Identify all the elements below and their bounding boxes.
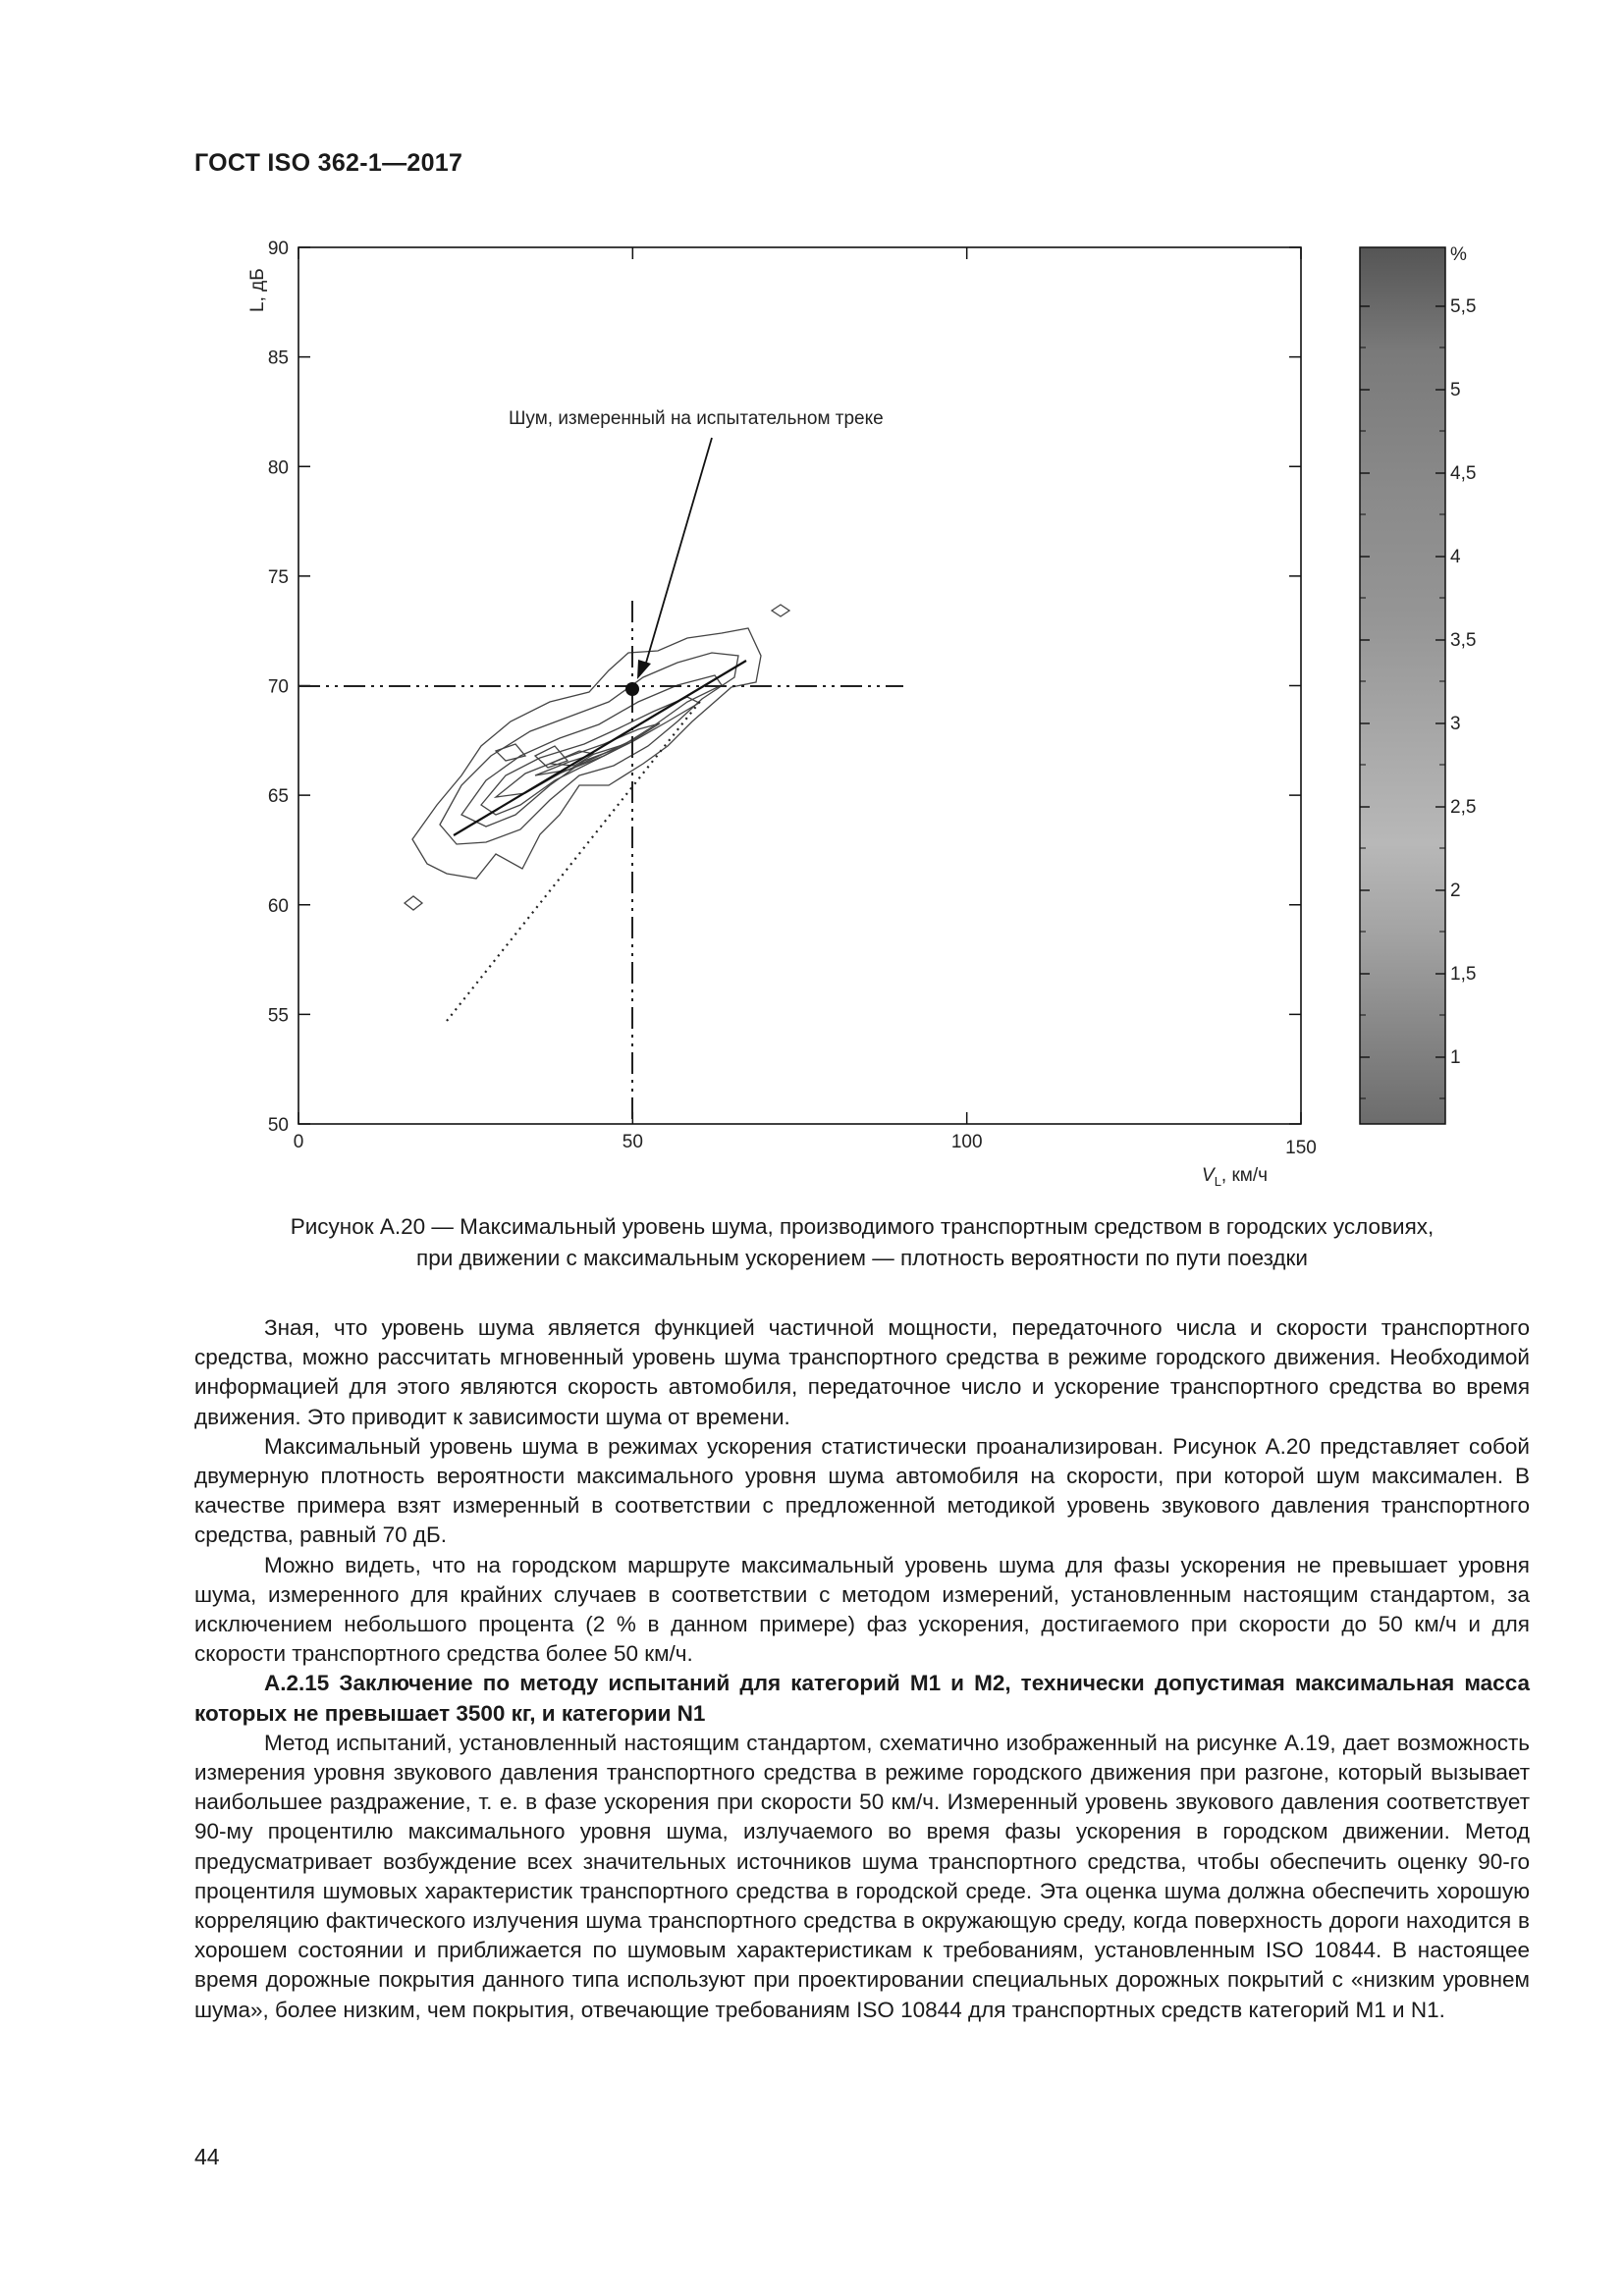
y-tick-label: 80 [267, 457, 289, 479]
paragraph-final: Метод испытаний, установленный настоящим стандартом, схематично изображенный на рисунке А.19, дает возможность измерения уровня звукового давления транспортного средства в режиме городского движения при разгоне, который вызывает наибольшее раздражение, т. е. в фазе ускорения при скорости 50 км/ч. Измеренный уровень звукового давления соответствует 90-му процентилю максимального уровня шума, излучаемого во время фазы ускорения в городском движении. Метод предусматривает возбуждение всех значительных источников шума транспортного средства, чтобы обеспечить оценку 90-го процентиля шумовых характеристик транспортного средства в городской среде. Эта оценка шума должна обеспечить хорошую корреляцию фактического излучения шума транспортного средства в окружающую среду, когда поверхность дороги находится в хорошем состоянии и приближается по шумовым характеристикам к требованиям, установленным ISO 10844. В настоящее время дорожные покрытия данного типа используют при проектировании специальных дорожных покрытий с «низким уровнем шума», более низким, чем покрытия, отвечающие требованиям ISO 10844 для транспортных средств категорий М1 и N1. [194, 1730, 1530, 2022]
section-heading: А.2.15 Заключение по методу испытаний для категорий М1 и М2, технически допустимая максимальная масса которых не превышает 3500 кг, и категории N1 [194, 1671, 1530, 1726]
colorbar-tick-label: 3,5 [1450, 630, 1477, 651]
colorbar-tick-label: 4 [1450, 547, 1461, 567]
colorbar-tick-label: 3 [1450, 714, 1461, 734]
caption-line-1: Рисунок А.20 — Максимальный уровень шума, производимого транспортным средством в городских условиях, [290, 1214, 1435, 1239]
y-tick-label: 60 [267, 895, 289, 917]
y-axis-label: L, дБ [247, 268, 268, 312]
y-tick-label: 85 [267, 347, 289, 369]
x-axis-unit: , км/ч [1220, 1165, 1269, 1186]
colorbar-unit: % [1450, 244, 1467, 265]
x-axis-var: V [1202, 1165, 1215, 1186]
colorbar-tick-label: 1 [1450, 1047, 1461, 1068]
x-tick-label: 50 [622, 1132, 643, 1152]
y-tick-label: 70 [267, 676, 289, 698]
y-tick-labels [268, 239, 289, 1136]
colorbar-tick-label: 1,5 [1450, 964, 1477, 985]
x-tick-labels [294, 1132, 1317, 1158]
colorbar-tick-label: 5,5 [1450, 296, 1477, 317]
paragraph-3: Можно видеть, что на городском маршруте максимальный уровень шума для фазы ускорения не превышает уровня шума, измеренного для крайних случаев в соответствии с методом измерений, установленным настоящим стандартом, за исключением небольшого процента (2 % в данном примере) фаз ускорения, достигаемого при скорости до 50 км/ч и для скорости транспортного средства более 50 км/ч. [194, 1552, 1530, 1667]
x-tick-label: 0 [293, 1132, 304, 1152]
measured-point [625, 682, 639, 696]
y-tick-label: 75 [267, 566, 289, 588]
x-tick-label: 150 [1285, 1138, 1317, 1158]
y-tick-label: 50 [267, 1115, 289, 1136]
paragraph-2: Максимальный уровень шума в режимах ускорения статистически проанализирован. Рисунок А.20 представляет собой двумерную плотность вероятности максимального уровня шума автомобиля на скорости, при которой шум максимален. В качестве примера взят измеренный в соответствии с предложенной методикой уровень звукового давления транспортного средства, равный 70 дБ. [194, 1433, 1530, 1548]
x-axis-label [1202, 1165, 1268, 1189]
colorbar-tick-label: 2 [1450, 881, 1461, 901]
document-header: ГОСТ ISO 362-1—2017 [194, 149, 463, 177]
annotation-text: Шум, измеренный на испытательном треке [509, 408, 884, 429]
colorbar-tick-label: 2,5 [1450, 797, 1477, 818]
paragraph-1: Зная, что уровень шума является функцией частичной мощности, передаточного числа и скорости транспортного средства, можно рассчитать мгновенный уровень шума транспортного средства в режиме городского движения. Необходимой информацией для этого являются скорость автомобиля, передаточное число и ускорение транспортного средства во время движения. Это приводит к зависимости шума от времени. [194, 1315, 1530, 1429]
x-tick-label: 100 [950, 1132, 983, 1152]
figure-caption [194, 1211, 1530, 1274]
body-text [194, 1313, 1530, 2025]
x-axis-sub: L [1214, 1174, 1221, 1189]
colorbar-tick-label: 5 [1450, 380, 1461, 400]
colorbar [1360, 247, 1445, 1124]
colorbar-tick-label: 4,5 [1450, 463, 1477, 484]
y-tick-label: 90 [267, 239, 289, 259]
y-tick-label: 55 [267, 1005, 289, 1027]
y-tick-label: 65 [267, 786, 289, 808]
caption-line-2: при движении с максимальным ускорением — плотность вероятности по пути поездки [416, 1246, 1308, 1270]
page-number: 44 [194, 2144, 220, 2169]
